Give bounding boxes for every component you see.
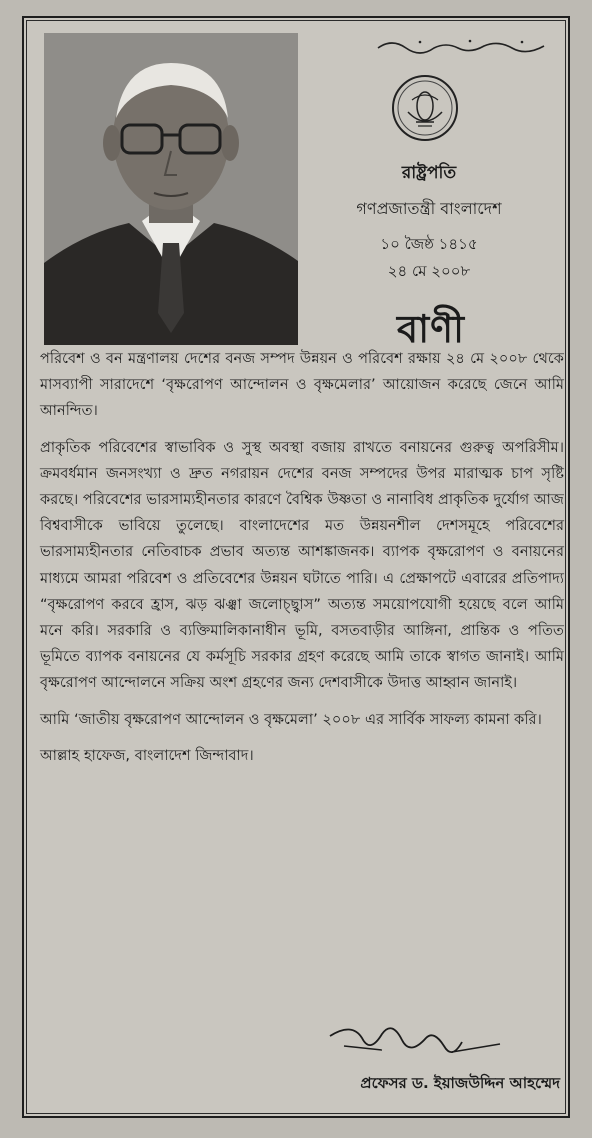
portrait-illustration — [44, 33, 298, 345]
seal-emblem-icon — [386, 72, 464, 150]
signatory-name: প্রফেসর ড. ইয়াজউদ্দিন আহম্মেদ — [360, 1074, 560, 1092]
paragraph-4: আল্লাহ হাফেজ, বাংলাদেশ জিন্দাবাদ। — [40, 746, 254, 764]
paragraph-2: প্রাকৃতিক পরিবেশের স্বাভাবিক ও সুস্থ অবস্থা বজায় রাখতে বনায়নের গুরুত্ব অপরিসীম। ক্রমবর্ধমান জনসংখ্যা ও দ্রুত নগরায়ন দেশের বনজ সম্পদের উপর মারাত্মক চাপ সৃষ্টি করছে। পরিবেশের ভারসাম্যহীনতার কারণে বৈশ্বিক উষ্ণতা ও নানাবিধ প্রাকৃতিক দুর্যোগ আজ বিশ্ববাসীকে ভাবিয়ে তুলেছে। বাংলাদেশের মত উন্নয়নশীল দেশসমূহে পরিবেশের ভারসাম্যহীনতার নেতিবাচক প্রভাব অত্যন্ত আশঙ্কাজনক। ব্যাপক বৃক্ষরোপণ ও বনায়নের মাধ্যমে আমরা পরিবেশ ও প্রতিবেশের উন্নয়ন ঘটাতে পারি। এ প্রেক্ষাপটে এবারের প্রতিপাদ্য “বৃক্ষরোপণ করবে হ্রাস, ঝড় ঝঞ্ঝা জলোচ্ছ্বাস” অত্যন্ত সময়োপযোগী হয়েছে বলে আমি মনে করি। সরকারি ও ব্যক্তিমালিকানাধীন ভূমি, বসতবাড়ীর আঙ্গিনা, প্রান্তিক ও পতিত ভূমিতে ব্যাপক বনায়নের যে কর্মসূচি সরকার গ্রহণ করেছে আমি তাকে স্বাগত জানাই। আমি বৃক্ষরোপণ আন্দোলনে সক্রিয় অংশ গ্রহণের জন্য দেশবাসীকে উদাত্ত আহ্বান জানাই। — [40, 438, 564, 692]
presidential-seal — [386, 72, 464, 150]
signature — [322, 1016, 502, 1072]
signature-icon — [322, 1016, 502, 1072]
office-title: রাষ্ট্রপতি — [401, 163, 457, 183]
bismillah-inscription — [372, 36, 552, 54]
country-name: গণপ্রজাতন্ত্রী বাংলাদেশ — [356, 199, 502, 218]
portrait-photo — [44, 33, 298, 345]
paragraph-3: আমি ‘জাতীয় বৃক্ষরোপণ আন্দোলন ও বৃক্ষমেলা’ ২০০৮ এর সার্বিক সাফল্য কামনা করি। — [40, 710, 542, 728]
message-title: বাণী — [396, 307, 466, 351]
message-body — [40, 346, 564, 779]
letterhead — [298, 158, 560, 285]
paragraph-1: পরিবেশ ও বন মন্ত্রণালয় দেশের বনজ সম্পদ উন্নয়ন ও পরিবেশ রক্ষায় ২৪ মে ২০০৮ থেকে মাসব্যাপী সারাদেশে ‘বৃক্ষরোপণ আন্দোলন ও বৃক্ষমেলার’ আয়োজন করেছে জেনে আমি আনন্দিত। — [40, 350, 564, 420]
date-english: ২৪ মে ২০০৮ — [387, 262, 471, 280]
calligraphy-icon — [372, 36, 552, 54]
date-bangla: ১০ জৈষ্ঠ ১৪১৫ — [380, 235, 478, 253]
